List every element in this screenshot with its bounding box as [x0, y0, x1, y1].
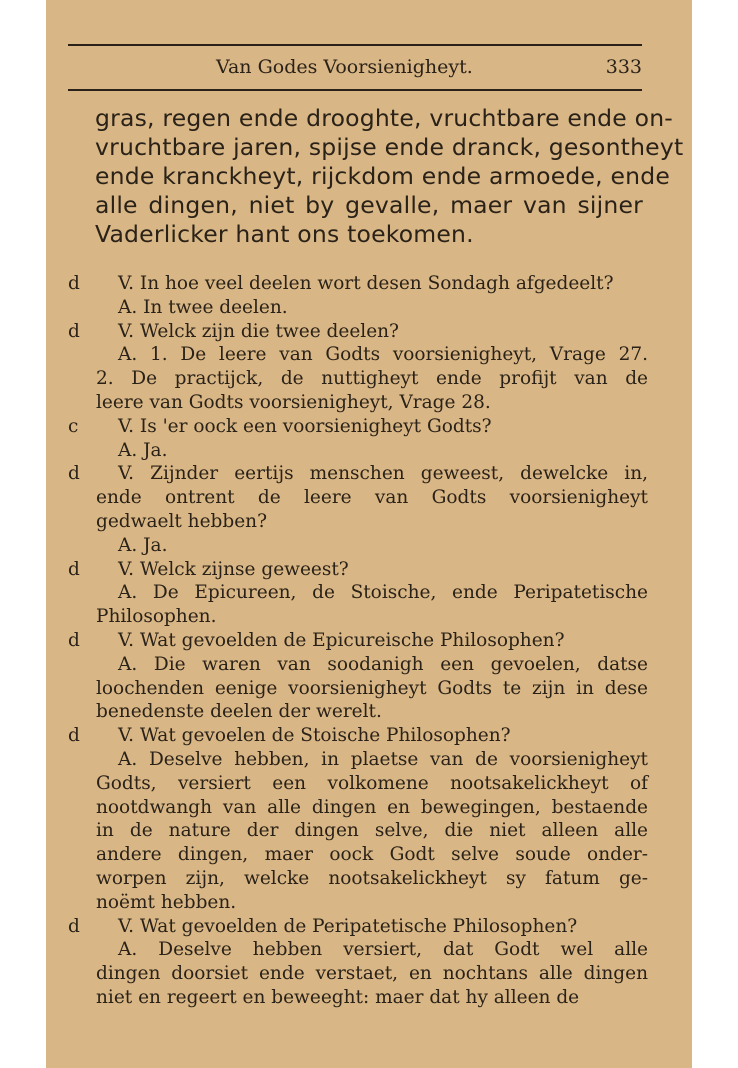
- text-line: 2. De practijck, de nuttigheyt ende profijt van de: [96, 368, 648, 390]
- level-mark: d: [68, 915, 80, 937]
- level-mark: d: [68, 558, 80, 580]
- text-line: gedwaelt hebben?: [96, 510, 268, 532]
- text-line: andere dingen, maer oock Godt selve soude onder-: [96, 844, 648, 866]
- answer-row: [68, 653, 648, 724]
- text-line: V. Wat gevoelden de Peripatetische Philosophen?: [118, 915, 578, 937]
- intro-line: ende kranckheyt, rijckdom ende armoede, ende: [95, 162, 671, 190]
- text-line: Philosophen.: [96, 606, 217, 628]
- question-row: [68, 415, 648, 439]
- level-mark: c: [68, 415, 79, 437]
- question-answer-list: [68, 272, 648, 1010]
- intro-line: Vaderlicker hant ons toekomen.: [95, 220, 474, 248]
- text-line: dingen doorsiet ende verstaet, en nochtans alle dingen: [96, 963, 648, 985]
- text-line: V. Wat gevoelden de Epicureische Philosophen?: [118, 629, 565, 651]
- question-row: [68, 724, 648, 748]
- text-line: benedenste deelen der werelt.: [96, 701, 382, 723]
- text-line: niet en regeert en beweeght: maer dat hy alleen de: [96, 986, 580, 1008]
- text-line: V. Wat gevoelen de Stoische Philosophen?: [118, 725, 511, 747]
- text-line: loochenden eenige voorsienigheyt Godts te zijn in dese: [96, 677, 648, 699]
- running-title: Van Godes Voorsienigheyt.: [216, 56, 473, 78]
- answer-row: [68, 581, 648, 629]
- answer-row: [68, 748, 648, 915]
- question-row: [68, 558, 648, 582]
- page-number: 333: [605, 56, 642, 78]
- intro-line: vruchtbare jaren, spijse ende dranck, gesontheyt: [95, 133, 684, 161]
- answer-row: [68, 343, 648, 414]
- text-line: Godts, versiert een volkomene nootsakelickheyt of: [96, 772, 648, 794]
- question-row: [68, 462, 648, 533]
- text-line: leere van Godts voorsienigheyt, Vrage 28.: [96, 391, 491, 413]
- level-mark: d: [68, 320, 80, 342]
- answer-row: [68, 296, 648, 320]
- text-line: in de nature der dingen selve, die niet alleen alle: [96, 820, 648, 842]
- question-row: [68, 272, 648, 296]
- level-mark: d: [68, 629, 80, 651]
- text-line: A. Ja.: [118, 534, 168, 556]
- text-line: A. In twee deelen.: [118, 296, 288, 318]
- level-mark: d: [68, 463, 80, 485]
- header-rule-bottom: [68, 89, 642, 91]
- text-line: V. Welck zijn die twee deelen?: [118, 320, 399, 342]
- intro-line: gras, regen ende drooghte, vruchtbare ende on-: [95, 104, 673, 132]
- question-row: [68, 915, 648, 939]
- text-line: A. Deselve hebben versiert, dat Godt wel alle: [118, 939, 648, 961]
- answer-row: [68, 439, 648, 463]
- text-line: V. Zijnder eertijs menschen geweest, dewelcke in,: [118, 463, 648, 485]
- level-mark: d: [68, 725, 80, 747]
- question-row: [68, 320, 648, 344]
- level-mark: d: [68, 273, 80, 294]
- text-line: ende ontrent de leere van Godts voorsienigheyt: [96, 487, 648, 509]
- text-line: A. Deselve hebben, in plaetse van de voorsienigheyt: [118, 748, 648, 770]
- text-line: A. Ja.: [118, 439, 168, 461]
- text-line: V. In hoe veel deelen wort desen Sondagh afgedeelt?: [118, 273, 614, 294]
- text-line: A. 1. De leere van Godts voorsienigheyt, Vrage 27.: [118, 344, 648, 366]
- text-line: A. Die waren van soodanigh een gevoelen, datse: [118, 653, 648, 675]
- intro-paragraph: [95, 104, 684, 249]
- intro-line: alle dingen, niet by gevalle, maer van sijner: [95, 191, 643, 219]
- question-row: [68, 629, 648, 653]
- answer-row: [68, 938, 648, 1009]
- running-head: [68, 56, 642, 82]
- header-rule-top: [68, 44, 642, 46]
- answer-row: [68, 534, 648, 558]
- text-line: A. De Epicureen, de Stoische, ende Peripatetische: [118, 582, 648, 604]
- text-line: worpen zijn, welcke nootsakelickheyt sy fatum ge-: [96, 867, 648, 889]
- text-line: noëmt hebben.: [96, 891, 237, 913]
- text-line: V. Welck zijnse geweest?: [118, 558, 349, 580]
- text-line: nootdwangh van alle dingen en bewegingen, bestaende: [96, 796, 648, 818]
- text-line: V. Is 'er oock een voorsienigheyt Godts?: [118, 415, 492, 437]
